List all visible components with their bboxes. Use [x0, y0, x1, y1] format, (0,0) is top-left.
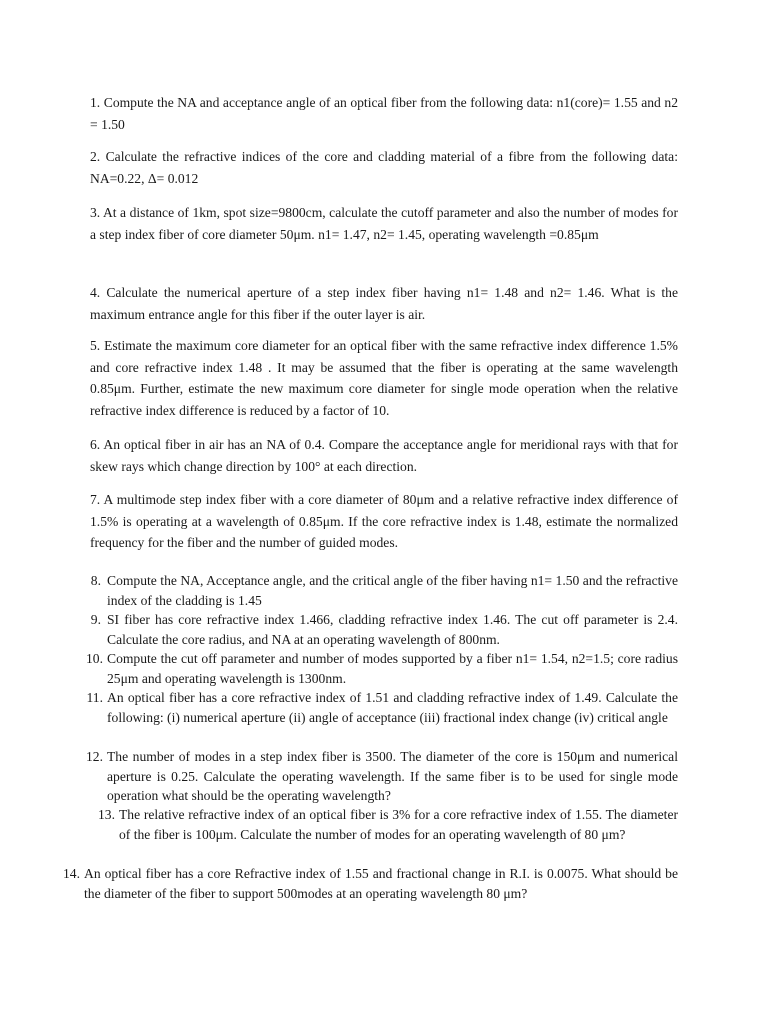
question-6: 6. An optical fiber in air has an NA of 0.4. Compare the acceptance angle for meridional rays with that for skew rays which change direction by 100° at each direction. — [90, 437, 678, 474]
question-14 — [63, 864, 678, 903]
question-11 — [86, 688, 678, 727]
question-12 — [86, 747, 678, 806]
question-5: 5. Estimate the maximum core diameter for an optical fiber with the same refractive index difference 1.5% and core refractive index 1.48 . It may be assumed that the fiber is operating at the same wavelength 0.85μm. Further, estimate the new maximum core diameter for single mode operation when the relative refractive index difference is reduced by a factor of 10. — [90, 338, 678, 419]
question-number: 14. — [63, 866, 80, 881]
question-number: 9. — [90, 612, 101, 627]
question-1: 1. Compute the NA and acceptance angle of an optical fiber from the following data: n1(core)= 1.55 and n2 = 1.50 — [90, 95, 678, 132]
question-2: 2. Calculate the refractive indices of the core and cladding material of a fibre from the following data: NA=0.22, Δ= 0.012 — [90, 149, 678, 186]
question-7: 7. A multimode step index fiber with a core diameter of 80μm and a relative refractive index difference of 1.5% is operating at a wavelength of 0.85μm. If the core refractive index is 1.48, estimate the normalized frequency for the fiber and the number of guided modes. — [90, 492, 678, 551]
question-number: 12. — [86, 749, 103, 764]
question-text: The number of modes in a step index fiber is 3500. The diameter of the core is 150μm and numerical aperture is 0.25. Calculate the operating wavelength. If the same fiber is to be used for single mode operation what should be the operating wavelength? — [107, 749, 678, 803]
question-13 — [98, 805, 678, 844]
question-text: Compute the cut off parameter and number of modes supported by a fiber n1= 1.54, n2=1.5; core radius 25μm and operating wavelength is 1300nm. — [107, 651, 678, 686]
question-text: An optical fiber has a core Refractive index of 1.55 and fractional change in R.I. is 0.0075. What should be the diameter of the fiber to support 500modes at an operating wavelength 80 μm? — [84, 866, 678, 901]
question-number: 13. — [98, 807, 115, 822]
question-3: 3. At a distance of 1km, spot size=9800cm, calculate the cutoff parameter and also the number of modes for a step index fiber of core diameter 50μm. n1= 1.47, n2= 1.45, operating wavelength =0.85μm — [90, 205, 678, 242]
question-number: 11. — [86, 690, 103, 705]
question-number: 10. — [86, 651, 103, 666]
question-number: 8. — [90, 573, 101, 588]
question-text: Compute the NA, Acceptance angle, and the critical angle of the fiber having n1= 1.50 and the refractive index of the cladding is 1.45 — [107, 573, 678, 608]
question-text: The relative refractive index of an optical fiber is 3% for a core refractive index of 1.55. The diameter of the fiber is 100μm. Calculate the number of modes for an operating wavelength of 80 μm? — [119, 807, 678, 842]
question-9 — [90, 610, 678, 649]
question-text: An optical fiber has a core refractive index of 1.51 and cladding refractive index of 1.49. Calculate the following: (i) numerical aperture (ii) angle of acceptance (iii) fractional index change (iv) critical angle — [107, 690, 678, 725]
question-text: SI fiber has core refractive index 1.466, cladding refractive index 1.46. The cut off parameter is 2.4. Calculate the core radius, and NA at an operating wavelength of 800nm. — [107, 612, 678, 647]
question-8 — [90, 571, 678, 610]
question-10 — [86, 649, 678, 688]
question-4: 4. Calculate the numerical aperture of a step index fiber having n1= 1.48 and n2= 1.46. What is the maximum entrance angle for this fiber if the outer layer is air. — [90, 285, 678, 322]
